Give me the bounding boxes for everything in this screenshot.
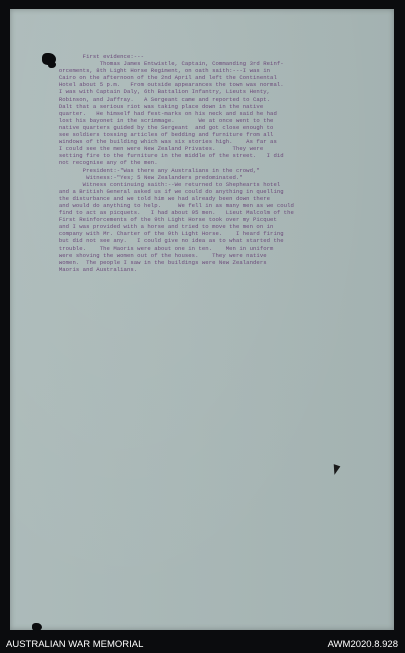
text-line: lost his bayonet in the scrimmage. We at once went to the [52,116,274,124]
text-line: Witness:-"Yes; 5 New Zealanders predominated." [52,173,243,181]
footer-accession-number: AWM2020.8.928 [327,639,398,650]
text-line: not recognise any of the men. [52,159,158,167]
text-line: and I was provided with a horse and tried to move the men on in [52,223,274,231]
text-line: the disturbance and we told him we had already been down there [52,194,271,202]
text-line: see soldiers tossing articles of bedding and furniture from all [52,131,274,139]
text-line: native quarters guided by the Sergeant and got close enough to [52,123,274,131]
footer-institution: AUSTRALIAN WAR MEMORIAL [6,639,144,650]
text-line: Cairo on the afternoon of the 2nd April and left the Continental [52,74,277,82]
text-line: First Reinforcements of the 9th Light Horse took over my Picquet [52,216,277,224]
text-line: Thomas James Entwistle, Captain, Commanding 3rd Reinf- [52,60,284,68]
text-line: Maoris and Australians. [52,265,138,273]
typed-testimony [52,53,392,273]
text-line: women. The people I saw in the buildings were New Zealanders [52,258,267,266]
text-line: Robinson, and Jaffray. A Sergeant came and reported to Capt. [52,95,271,103]
text-line: I could see the men were New Zealand Privates. They were [52,145,264,153]
text-line: Hotel about 5 p.m. From outside appearances the town was normal. [52,81,284,89]
text-line: and would do anything to help. We fell in as many men as we could [52,201,294,209]
text-line: trouble. The Maoris were about one in ten. Men in uniform [52,244,274,252]
text-line: I was with Captain Daly, 6th Battalion Infantry, Lieuts Henty, [52,88,271,96]
text-line: company with Mr. Charter of the 9th Light Horse. I heard firing [52,230,284,238]
text-line: President:-"Was there any Australians in the crowd," [52,166,260,174]
text-line: quarter. He himself had fest-marks on his neck and said he had [52,109,277,117]
bottom-clip-mark [32,623,42,631]
document-page [10,9,394,630]
text-line: windows of the building which was six stories high. As far as [52,138,277,146]
text-line: find to act as picquets. I had about 95 men. Lieut Malcolm of the [52,209,294,217]
text-line: Witness continuing saith:--We returned to Shephearts hotel [52,180,281,188]
text-line: setting fire to the furniture in the middle of the street. I did [52,152,284,160]
footer-bar [0,634,405,653]
text-line: Dalt that a serious riot was taking place down in the native [52,102,264,110]
ink-mark [331,464,341,476]
text-line: orcements, 8th Light Horse Regiment, on oath saith:---I was in [52,67,271,75]
text-line: were shoving the women out of the houses. They were native [52,251,267,259]
text-line: and a British General asked us if we could do anything in quelling [52,187,284,195]
text-line: but did not see any. I could give no idea as to what started the [52,237,284,245]
text-line: First evidence:--- [52,53,144,60]
